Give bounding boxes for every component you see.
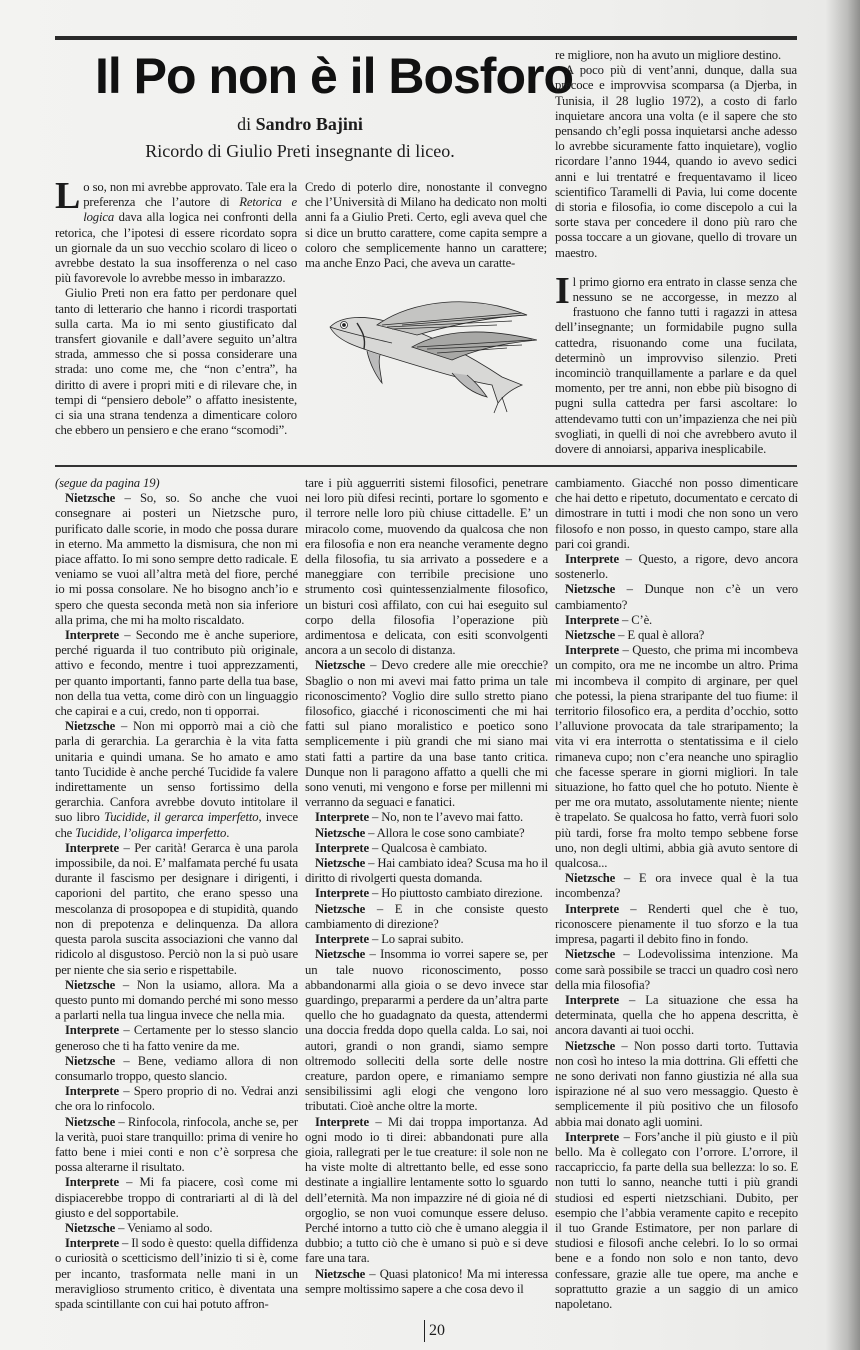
speaker-name: Interprete [315,810,369,825]
body-text: Mi fa piacere, così come mi dispiacerebbe troppo di contrariarti al di là del giusto e del sopportabile. [55,1175,298,1220]
body-text: Giulio Preti non era fatto per perdonare quel tanto di letterario che hanno i ricordi trasportati sulla carta. Ma io mi sento giustificato dal transfert giovanile e dall’avere seguito un’altra strada, ammesso che si possa considerare una strada: uno come me, che “non c’entra”, ha diritto di avere i propri miti e di rilevare che, in tempi di “pensiero debole” o affatto inesistente, ci sia una strana tendenza a dimenticare coloro che ebbero un pensiero e che erano “scomodi”. [55,286,297,438]
body-text: Allora le cose sono cambiate? [376,825,525,840]
body-text: Lo saprai subito. [381,932,464,947]
dialogue-paragraph: Nietzsche – E qual è allora? [565,628,705,643]
dialogue-paragraph: Interprete – Lo saprai subito. [315,932,464,947]
body-text: l primo giorno era entrato in classe senza che nessuno se ne accorgesse, in mezzo al frastuono che fanno tutti i ragazzi in attesa dell’insegnante; un formidabile pugno sulla cattedra, risuonando come una fucilata, determinò un improvviso silenzio. Preti incominciò tranquillamente a parlare e da quel momento, per tre anni, non ebbe più bisogno di pugni sulla cattedra per farsi ascoltare: lo attendevamo tutti con un’impazienza che nei più svogliati, in quelli di noi che avrebbero avuto il dovere di annoiarsi, appariva inesplicabile. [555,274,797,457]
author-name: Sandro Bajini [255,114,363,134]
speaker-name: Interprete [565,552,619,567]
body-text: Devo credere alle mie orecchie? Sbaglio o non mi avevi mai fatto prima un tale riconoscimento? Voglio dire sullo stretto piano filosofico, giacché i riconoscimenti che mi hai fatti sul piano moralistico e poetico sono semplicemente i più grandi che mi siano mai stati fatti a partire da una base tanto critica. Dunque non li paragono affatto a quelli che mi sono venuti, mi vengono e forse per millenni mi verranno da seguaci e fanatici. [305,658,548,810]
paragraph [555,63,797,261]
paragraph [305,476,548,658]
drop-cap: I [555,269,570,312]
paragraph [55,286,297,438]
speaker-name: Nietzsche [65,1053,116,1068]
body-text: Hai cambiato idea? Scusa ma ho il diritto di rivolgerti questa domanda. [305,856,548,886]
body-text: Non la usiamo, allora. Ma a questo punto mi domando perché mi sono messo a parlarti nella tua lingua invece che nella mia. [55,977,298,1023]
body-text: E qual è allora? [627,628,705,643]
speaker-name: Interprete [65,1084,119,1099]
intro-column-1 [55,175,297,438]
intro-column-2 [305,180,547,271]
paragraph [55,175,297,286]
article-subtitle: Ricordo di Giulio Preti insegnante di liceo. [145,141,455,161]
flying-fish-illustration [322,285,537,415]
speaker-name: Interprete [565,1129,619,1144]
dialogue-paragraph: Nietzsche – Insomma io vorrei sapere se, per un tale nuovo riconoscimento, posso abbandonarmi alla gioia o se devo invece star guardingo, prepararmi a perdere da un’altra parte quello che ho guadagnato da questa, attendermi una doccia fredda dopo quella calda. Lo sai, noi autori, grandi o non grandi, siamo sempre oltremodo solleciti della sorte delle nostre creature, pardon opere, e rimaniamo sempre sensibilissimi agli elogi che vengono loro tributati. Cioè anche oltre la morte. [305,947,548,1114]
dialogue-paragraph: Interprete – Spero proprio di no. Vedrai anzi che ora lo rinfocolo. [55,1084,298,1114]
body-text: Ho piuttosto cambiato direzione. [381,886,543,901]
dialogue-paragraph: Nietzsche – E ora invece qual è la tua incombenza? [555,871,798,901]
dialogue-column-3 [555,476,798,1312]
body-text: Renderti quel che è tuo, riconoscere pienamente il tuo sforzo e la tua impresa, pagarti il debito fino in fondo. [555,901,798,947]
italic-text: Retorica e logica [83,195,297,225]
dialogue-paragraph: Nietzsche – Allora le cose sono cambiate? [315,825,525,840]
body-text: dava alla logica nei confronti della retorica, che l’ipotesi di essere ricordato sopra un giornale da un suo vecchio scolaro di liceo o avrebbe destato la sua insofferenza o nel caso più favorevole lo avrebbe messo in imbarazzo. [55,210,297,286]
body-text: Dunque non c’è un vero cambiamento? [555,582,798,612]
body-text: Veniamo al sodo. [127,1220,213,1235]
body-text: Certamente per lo stesso slancio generoso che ti ha fatto venire da me. [55,1023,298,1053]
paragraph [555,48,797,63]
body-text: tare i più agguerriti sistemi filosofici, penetrare nei loro più difesi recinti, portare lo sgomento e il terrore nelle loro più chiuse cittadelle. E’ un miracolo come, muovendo da qualcosa che non era filosofia e non era neanche veramente degno della filosofia, tu sia arrivato a possedere e a maneggiare con terribile precisione uno strumento così quintessenzialmente filosofico, un bisturi così affilato, con cui hai eseguito sul corpo della filosofia l’operazione più ardimentosa e delicata, con esiti sconvolgenti ancora a un secolo di distanza. [305,476,548,658]
dialogue-paragraph: Nietzsche – Quasi platonico! Ma mi interessa sempre moltissimo sapere a che cosa devo il [305,1266,548,1296]
body-text: cambiamento. Giacché non posso dimenticare che hai detto e ripetuto, documentato e cercato di dimostrare in tutti i modi che non sono un vero filosofo e non posso, in questo campo, stare alla pari coi grandi. [555,476,798,551]
body-text: Il sodo è questo: quella diffidenza o curiosità o scetticismo dell’inizio ti si è, come per incanto, trasformata nelle mani in un meraviglioso strumento critico, è diventata una spada scintillante con cui hai potuto affron- [55,1236,298,1311]
speaker-name: Interprete [65,1175,119,1190]
speaker-name: Nietzsche [565,628,616,643]
speaker-name: Nietzsche [315,856,366,871]
speaker-name: Nietzsche [65,719,116,734]
dialogue-paragraph: Nietzsche – Bene, vediamo allora di non consumarlo troppo, questo slancio. [55,1053,298,1083]
italic-text: (segue da pagina 19) [55,476,160,490]
speaker-name: Interprete [565,643,619,658]
dialogue-column-2 [305,476,548,1297]
dialogue-paragraph: Nietzsche – Hai cambiato idea? Scusa ma ho il diritto di rivolgerti questa domanda. [305,856,548,886]
dialogue-paragraph: Interprete – Certamente per lo stesso slancio generoso che ti ha fatto venire da me. [55,1023,298,1053]
dialogue-paragraph: Nietzsche – So, so. So anche che vuoi consegnare ai posteri un Nietzsche puro, purificato dalle scorie, in modo che possa durare in eterno. Ma ammetto la dismisura, che non mi piace affatto. Io mi sono sempre detto radicale. E veniamo se vuoi all’altra metà del fiore, perché io mi possa consolare. Ne ho bisogno anch’io e spero che questa seconda metà non sia inferiore alla prima, che mi ha molto riscaldato. [55,491,298,627]
dialogue-paragraph: Nietzsche – Non posso darti torto. Tuttavia non così ho inteso la mia dottrina. Gli effetti che ne sono derivati non fanno giustizia né alla sua ispirazione né al suo vero messaggio. Questo è semplicemente il più positivo che un filosofo abbia mai donato agli uomini. [555,1038,798,1129]
speaker-name: Interprete [315,1114,369,1129]
speaker-name: Nietzsche [315,658,366,673]
dialogue-paragraph: Nietzsche – E in che consiste questo cambiamento di direzione? [305,901,548,931]
body-text: Spero proprio di no. Vedrai anzi che ora lo rinfocolo. [55,1084,298,1114]
speaker-name: Nietzsche [315,825,366,840]
speaker-name: Interprete [65,1023,119,1038]
body-text: Quasi platonico! Ma mi interessa sempre moltissimo sapere a che cosa devo il [305,1266,548,1296]
speaker-name: Nietzsche [65,1220,116,1235]
dialogue-paragraph: Nietzsche – Rinfocola, rinfocola, anche se, per la verità, puoi stare tranquillo: prima di venire ho fatto bene i miei conti e non c’è sorpresa che possa alterarne il risultato. [55,1114,298,1175]
speaker-name: Nietzsche [565,1038,616,1053]
body-text: No, non te l’avevo mai fatto. [381,810,524,825]
dialogue-paragraph: Interprete – Questo, che prima mi incombeva un compito, ora me ne incombe un altro. Prima mi incombeva il compito di arginare, per quel che potessi, la piena straripante del tuo fiume: il territorio filosofico era, a perdita d’occhio, sotto l’alluvione provocata da tale straripamento; la vita vi era interrotta o stentatissima e il cielo rimaneva cupo; non c’era neanche uno spiraglio che facesse sperare in giorni migliori. In tale situazione, ho fatto quel che ho potuto. Niente è per me ora mutato, assolutamente niente; niente è trapelato. Se qualcosa ho fatto, verrà fuori solo più tardi, forse fra molto tempo sebbene forse uno, non degli ultimi, abbia già avuto sentore di qualcosa... [555,643,798,871]
dialogue-paragraph: Interprete – C’è. [565,612,653,627]
body-text: . [226,825,230,840]
body-text: Questo, che prima mi incombeva un compito, ora me ne incombe un altro. Prima mi incombeva il compito di arginare, per quel che potessi, la piena straripante del tuo fiume: il territorio filosofico era, a perdita d’occhio, sotto l’alluvione provocata da tale straripamento; la vita vi era interrotta o stentatissima e il cielo rimaneva cupo; non c’era neanche uno spiraglio che facesse sperare in giorni migliori. In tale situazione, ho fatto quel che ho potuto. Niente è per me ora mutato, assolutamente niente; niente è trapelato. Se qualcosa ho fatto, verrà fuori solo più tardi, forse fra molto tempo sebbene forse uno, non degli ultimi, abbia già avuto sentore di qualcosa... [555,643,798,871]
top-rule [55,36,797,40]
body-text: Secondo me è anche superiore, perché riguarda il tuo contributo più originale, attivo e fecondo, mentre i tuoi apprezzamenti, per quanto importanti, fanno parte della tua base, non della tua vetta, come dirò con un linguaggio che capirai e a cui, credo, non ti opporrai. [55,628,298,719]
body-text: Insomma io vorrei sapere se, per un tale nuovo riconoscimento, posso abbandonarmi alla gioia o se devo invece star guardingo, prepararmi a perdere da un’altra parte quello che ho guadagnato da questa, attendermi una doccia fredda dopo quella calda. Lo sai, noi autori, grandi o non grandi, siamo sempre oltremodo solleciti della sorte delle nostre creature, pardon opere, e rimaniamo sempre sensibilissimi agli elogi che vengono loro tributati. Cioè anche oltre la morte. [305,947,548,1114]
dialogue-paragraph: Interprete – Renderti quel che è tuo, riconoscere pienamente il tuo sforzo e la tua impresa, pagarti il debito fino in fondo. [555,901,798,947]
speaker-name: Nietzsche [65,1114,116,1129]
dialogue-paragraph: Interprete – La situazione che essa ha determinata, quella che ho appena descritta, è ancora davanti ai tuoi occhi. [555,992,798,1038]
speaker-name: Nietzsche [565,582,616,597]
speaker-name: Nietzsche [65,491,116,506]
dialogue-paragraph: Interprete – Fors’anche il più giusto e il più bello. Ma è collegato con l’orrore. L’orrore, il raccapriccio, fa parte della sua bellezza: lo so. E non tutti lo sanno, neanche tutti i più grandi studiosi ed esperti nietzschiani. Dubito, per esempio che l’abbia veramente capito e recepito il tuo Grande Estimatore, per non parlare di studiosi e filosofi anche celebri. Io lo so ormai bene e a fondo non solo e non tanto, devo confessare, grazie alle tue opere, ma anche e soprattutto grazie a un saggio di un amico napoletano. [555,1129,798,1311]
body-text: E in che consiste questo cambiamento di direzione? [305,901,548,931]
speaker-name: Interprete [565,901,619,916]
body-text: o so, non mi avrebbe approvato. Tale era la preferenza che l’autore di [83,180,297,210]
dialogue-paragraph: Nietzsche – Lodevolissima intenzione. Ma come sarà possibile se tracci un quadro così nero della mia filosofia? [555,947,798,992]
body-text: Questo, a rigore, devo ancora sostenerlo. [555,552,798,582]
speaker-name: Interprete [565,612,619,627]
body-text: Per carità! Gerarca è una parola impossibile, da noi. E’ malfamata perché fu usata durante il fascismo per designare i dirigenti, i caporioni del partito, che erano spesso una mescolanza di prosopopea e di stupidità, quando non di prepotenza e delinquenza. Da allora questa parola suscita associazioni che vanno dal ridicolo al disgustoso. Perciò non la si può usare per niente che sia serio e rispettabile. [55,840,299,977]
body-text: So, so. So anche che vuoi consegnare ai posteri un Nietzsche puro, purificato dalle scorie, in modo che possa durare in eterno. Ma ammetto la dismisura, che non mi piace affatto. Io mi sono sempre detto radicale. E veniamo se vuoi all’altra metà del fiore, perché io mi possa consolare. Ne ho bisogno anch’io e spero che questa seconda metà non sia inferiore alla prima, che mi ha molto riscaldato. [55,491,298,627]
dialogue-paragraph: Interprete – Questo, a rigore, devo ancora sostenerlo. [555,552,798,582]
italic-text: Tucidide, l’oligarca imperfetto [75,825,227,840]
speaker-name: Interprete [65,628,119,643]
speaker-name: Interprete [315,840,369,855]
body-text: C’è. [631,612,653,627]
dialogue-paragraph: Interprete – Qualcosa è cambiato. [315,840,488,855]
body-text: Mi dai troppa importanza. Ad ogni modo io ti direi: abbandonati pure alla gioia, rallegrati per le tue creature: il sole non ne ha viste molte di altrettanto belle, ed esse sono destinate a ingiallire lentamente sotto lo sguardo dell’eternità. Ma non impazzire né di gioia né di orgoglio, se non vuoi comunque essere deluso. Perché intorno a tutto ciò che è umano aleggia il dubbio; a tutto ciò che è umano si può e si deve fare una tara. [305,1114,548,1266]
article-title: Il Po non è il Bosforo [95,48,573,104]
page-number: 20 [424,1320,445,1342]
speaker-name: Interprete [65,840,119,855]
dialogue-paragraph: Interprete – Mi dai troppa importanza. Ad ogni modo io ti direi: abbandonati pure alla gioia, rallegrati per le tue creature: il sole non ne ha viste molte di altrettanto belle, ed esse sono destinate a ingiallire lentamente sotto lo sguardo dell’eternità. Ma non impazzire né di gioia né di orgoglio, se non vuoi comunque essere deluso. Perché intorno a tutto ciò che è umano aleggia il dubbio; a tutto ciò che è umano si può e si deve fare una tara. [305,1114,548,1266]
body-text: Non posso darti torto. Tuttavia non così ho inteso la mia dottrina. Gli effetti che ne sono derivati non fanno giustizia né alla sua ispirazione né al suo vero messaggio. Questo è semplicemente il più positivo che un filosofo abbia mai donato agli uomini. [555,1038,798,1129]
dialogue-paragraph: Interprete – Il sodo è questo: quella diffidenza o curiosità o scetticismo dell’inizio ti si è, come per incanto, trasformata nelle mani in un meraviglioso strumento critico, è diventata una spada scintillante con cui hai potuto affron- [55,1236,298,1311]
speaker-name: Nietzsche [565,871,616,886]
dialogue-paragraph: Nietzsche – Non la usiamo, allora. Ma a questo punto mi domando perché mi sono messo a parlarti nella tua lingua invece che nella mia. [55,977,298,1023]
body-text: Rinfocola, rinfocola, anche se, per la verità, puoi stare tranquillo: prima di venire ho fatto bene i miei conti e non c’è sorpresa che possa alterarne il risultato. [55,1114,298,1175]
speaker-name: Interprete [315,886,369,901]
body-text: Non mi opporrò mai a ciò che parla di gerarchia. La gerarchia è la vita fatta unitaria e quindi umana. Se ho amato e amo tanto Tucidide è anche perché Tucidide fa valere indirettamente un senso fortissimo della gerarchia. Canfora avrebbe dovuto intitolare il suo libro [55,719,298,825]
body-text: Lodevolissima intenzione. Ma come sarà possibile se tracci un quadro così nero della mia filosofia? [555,947,798,992]
dialogue-column-1 [55,476,298,1312]
speaker-name: Nietzsche [315,947,366,962]
speaker-name: Nietzsche [565,947,616,962]
body-text: Qualcosa è cambiato. [381,840,488,855]
dialogue-paragraph: Nietzsche – Non mi opporrò mai a ciò che parla di gerarchia. La gerarchia è la vita fatta unitaria e quindi umana. Se ho amato e amo tanto Tucidide è anche perché Tucidide fa valere indirettamente un senso fortissimo della gerarchia. Canfora avrebbe dovuto intitolare il suo libro Tucidide, il gerarca imperfetto, invece che Tucidide, l’oligarca imperfetto. [55,719,298,840]
body-text: La situazione che essa ha determinata, quella che ho appena descritta, è ancora davanti ai tuoi occhi. [555,992,798,1038]
dialogue-paragraph: Interprete – Ho piuttosto cambiato direzione. [315,886,543,901]
paragraph [555,269,797,457]
dialogue-paragraph: Nietzsche – Dunque non c’è un vero cambiamento? [555,582,798,612]
speaker-name: Interprete [565,992,619,1007]
speaker-name: Nietzsche [315,1266,366,1281]
byline-prefix: di [237,114,252,134]
dialogue-paragraph: Interprete – Per carità! Gerarca è una parola impossibile, da noi. E’ malfamata perché fu usata durante il fascismo per designare i dirigenti, i caporioni del partito, che erano spesso una mescolanza di prosopopea e di stupidità, quando non di prepotenza e delinquenza. Da allora questa parola suscita associazioni che vanno dal ridicolo al disgustoso. Perciò non la si può usare per niente che sia serio e rispettabile. [55,840,299,977]
dialogue-paragraph: Interprete – No, non te l’avevo mai fatto. [315,810,524,825]
speaker-name: Interprete [315,932,369,947]
body-text: re migliore, non ha avuto un migliore destino. [555,48,782,62]
paragraph [555,476,798,552]
body-text: , invece che [55,810,298,840]
body-text: Fors’anche il più giusto e il più bello. Ma è collegato con l’orrore. L’orrore, il raccapriccio, fa parte della sua bellezza: lo so. E non tutti lo sanno, neanche tutti i più grandi studiosi ed esperti nietzschiani. Dubito, per esempio che l’abbia veramente capito e recepito il tuo Grande Estimatore, per non parlare di studiosi e filosofi anche celebri. Io lo so ormai bene e a fondo non solo e non tanto, devo confessare, grazie alle tue opere, ma anche e soprattutto grazie a un saggio di un amico napoletano. [555,1129,798,1311]
paragraph [55,476,298,491]
drop-cap: L [55,175,81,217]
body-text: E ora invece qual è la tua incombenza? [555,871,798,901]
section-divider [55,465,797,467]
dialogue-paragraph: Nietzsche – Veniamo al sodo. [65,1220,213,1235]
speaker-name: Nietzsche [65,977,116,992]
dialogue-paragraph: Interprete – Mi fa piacere, così come mi dispiacerebbe troppo di contrariarti al di là del giusto e del sopportabile. [55,1175,298,1220]
body-text: A poco più di vent’anni, dunque, dalla sua precoce e improvvisa scomparsa (a Djerba, in Tunisia, il 28 luglio 1972), a costo di farlo inquietare ancora una volta (e il sapere che sto pensando ch’egli possa inquietarsi anche adesso lo avrebbe sicuramente fatto inquietare), voglio ricordare l’anno 1944, quando io avevo sedici anni e lui trentatré e frequentavamo il liceo scientifico Taramelli di Pavia, lui come docente di storia e filosofia, io come discepolo a cui la sorte stava per concedere il dono più raro che possa toccare a un giovane, quello di trovare un maestro. [555,63,797,260]
speaker-name: Nietzsche [315,901,366,916]
body-text: Credo di poterlo dire, nonostante il convegno che l’Università di Milano ha dedicato non molti anni fa a Giulio Preti. Certo, egli aveva quel che si dice un brutto carattere, come capita sempre a coloro che semplicemente hanno un carattere; ma anche Enzo Paci, che aveva un caratte- [305,180,547,271]
dialogue-paragraph: Interprete – Secondo me è anche superiore, perché riguarda il tuo contributo più originale, attivo e fecondo, mentre i tuoi apprezzamenti, per quanto importanti, fanno parte della tua base, non della tua vetta, come dirò con un linguaggio che capirai e a cui, credo, non ti opporrai. [55,628,298,719]
speaker-name: Interprete [65,1236,119,1251]
intro-column-3 [555,48,797,457]
dialogue-paragraph: Nietzsche – Devo credere alle mie orecchie? Sbaglio o non mi avevi mai fatto prima un tale riconoscimento? Voglio dire sullo stretto piano filosofico, giacché i riconoscimenti che mi hai fatti sul piano moralistico e poetico sono semplicemente i più grandi che mi siano mai stati fatti a partire da una base tanto critica. Dunque non li paragono affatto a quelli che mi sono venuti, mi vengono e forse per millenni mi verranno da seguaci e fanatici. [305,658,548,810]
italic-text: Tucidide, il gerarca imperfetto [103,810,259,825]
paragraph [305,180,547,271]
byline [55,113,545,135]
body-text: Bene, vediamo allora di non consumarlo troppo, questo slancio. [55,1053,298,1083]
